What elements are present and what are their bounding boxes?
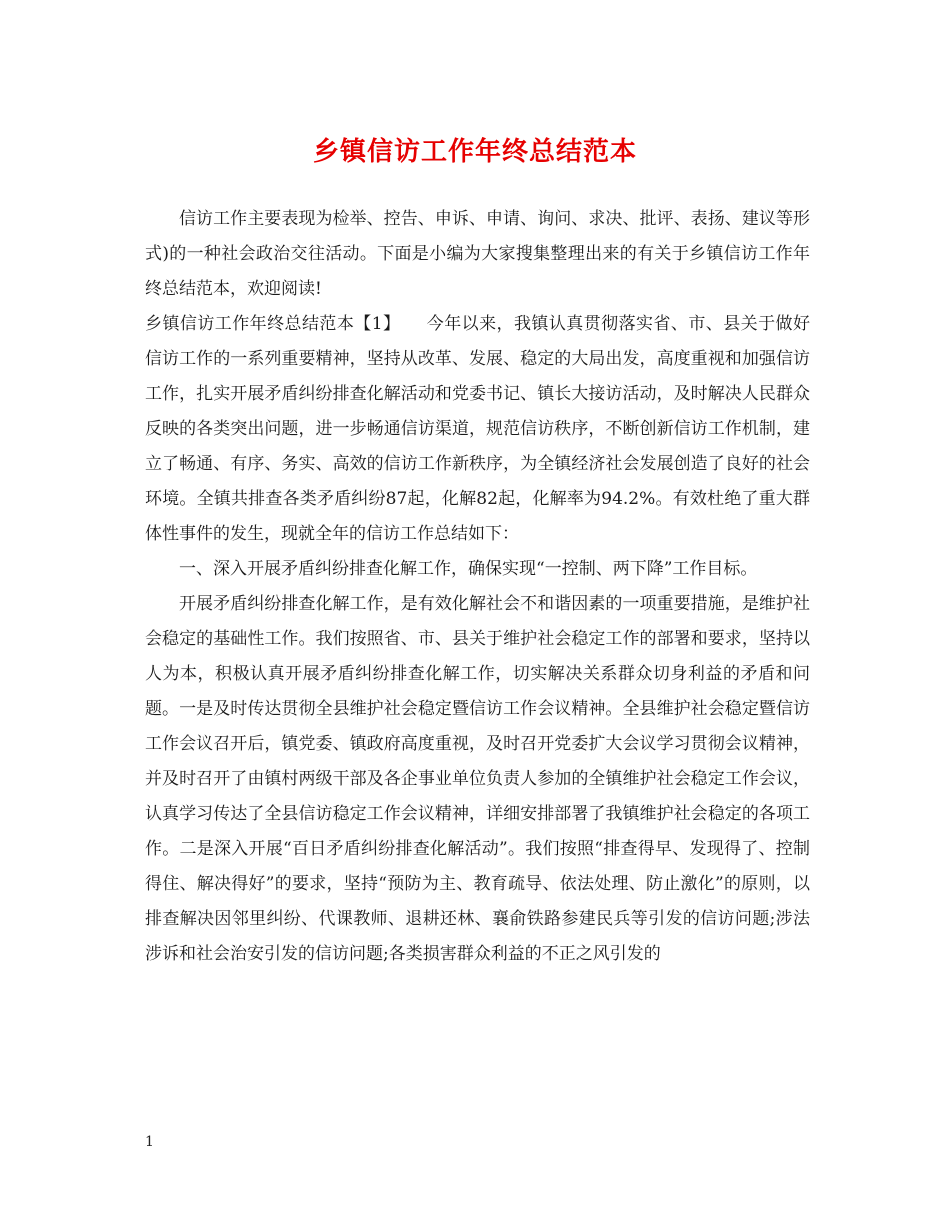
document-title: 乡镇信访工作年终总结范本 — [312, 137, 637, 167]
document-body — [145, 202, 810, 972]
intro-paragraph: 信访工作主要表现为检举、控告、申诉、申请、询问、求决、批评、表扬、建议等形式)的一种社会政治交往活动。下面是小编为大家搜集整理出来的有关于乡镇信访工作年终总结范本，欢迎阅读! — [145, 209, 810, 299]
section-paragraph: 乡镇信访工作年终总结范本【1】 今年以来，我镇认真贯彻落实省、市、县关于做好信访工作的一系列重要精神，坚持从改革、发展、稳定的大局出发，高度重视和加强信访工作，扎实开展矛盾纠纷排查化解活动和党委书记、镇长大接访活动，及时解决人民群众反映的各类突出问题，进一步畅通信访渠道，规范信访秩序，不断创新信访工作机制，建立了畅通、有序、务实、高效的信访工作新秩序，为全镇经济社会发展创造了良好的社会环境。全镇共排查各类矛盾纠纷87起，化解82起，化解率为94.2%。有效杜绝了重大群体性事件的发生，现就全年的信访工作总结如下： — [145, 314, 810, 544]
content-paragraph: 开展矛盾纠纷排查化解工作，是有效化解社会不和谐因素的一项重要措施，是维护社会稳定的基础性工作。我们按照省、市、县关于维护社会稳定工作的部署和要求，坚持以人为本，积极认真开展矛盾纠纷排查化解工作，切实解决关系群众切身利益的矛盾和问题。一是及时传达贯彻全县维护社会稳定暨信访工作会议精神。全县维护社会稳定暨信访工作会议召开后，镇党委、镇政府高度重视，及时召开党委扩大会议学习贯彻会议精神，并及时召开了由镇村两级干部及各企事业单位负责人参加的全镇维护社会稳定工作会议，认真学习传达了全县信访稳定工作会议精神，详细安排部署了我镇维护社会稳定的各项工作。二是深入开展“百日矛盾纠纷排查化解活动”。我们按照“排查得早、发现得了、控制得住、解决得好”的要求，坚持“预防为主、教育疏导、依法处理、防止激化”的原则，以排查解决因邻里纠纷、代课教师、退耕还林、襄俞铁路参建民兵等引发的信访问题;涉法涉诉和社会治安引发的信访问题;各类损害群众利益的不正之风引发的 — [145, 594, 810, 964]
page-number: 1 — [145, 1134, 154, 1150]
heading-paragraph: 一、深入开展矛盾纠纷排查化解工作，确保实现“一控制、两下降”工作目标。 — [179, 559, 758, 579]
